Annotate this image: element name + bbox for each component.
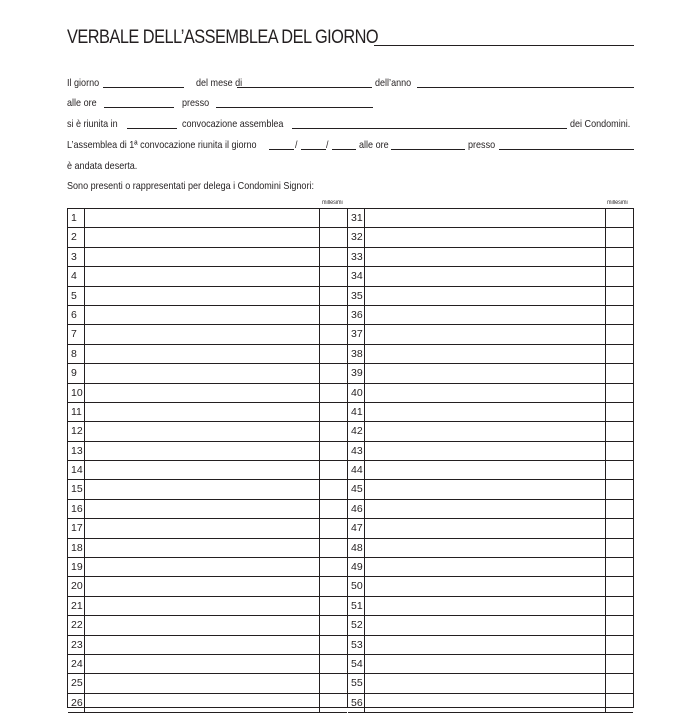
row-number: 18 bbox=[68, 539, 85, 557]
condomino-name-cell[interactable] bbox=[365, 539, 604, 557]
condomino-name-cell[interactable] bbox=[365, 519, 604, 537]
millesimi-cell[interactable] bbox=[319, 345, 347, 363]
millesimi-cell[interactable] bbox=[319, 325, 347, 343]
millesimi-cell[interactable] bbox=[319, 500, 347, 518]
condomino-name-cell[interactable] bbox=[85, 674, 319, 692]
row-number: 56 bbox=[348, 694, 365, 712]
date-line bbox=[67, 76, 634, 90]
table-row bbox=[68, 248, 347, 267]
condomino-name-cell[interactable] bbox=[85, 345, 319, 363]
millesimi-cell[interactable] bbox=[605, 500, 633, 518]
millesimi-cell[interactable] bbox=[319, 403, 347, 421]
millesimi-cell[interactable] bbox=[605, 539, 633, 557]
row-number: 51 bbox=[348, 597, 365, 615]
attendees-intro-text: Sono presenti o rappresentati per delega i Condomini Signori: bbox=[67, 180, 314, 192]
condomino-name-cell[interactable] bbox=[85, 616, 319, 634]
condomino-name-cell[interactable] bbox=[365, 480, 604, 498]
row-number: 20 bbox=[68, 577, 85, 595]
millesimi-cell[interactable] bbox=[319, 539, 347, 557]
condomino-name-cell[interactable] bbox=[365, 422, 604, 440]
first-conv-time-field[interactable] bbox=[391, 149, 465, 150]
deserted-line bbox=[67, 159, 634, 173]
millesimi-cell[interactable] bbox=[605, 616, 633, 634]
condomino-name-cell[interactable] bbox=[85, 442, 319, 460]
deserted-text: è andata deserta. bbox=[67, 160, 138, 172]
millesimi-cell[interactable] bbox=[605, 694, 633, 712]
millesimi-cell[interactable] bbox=[319, 519, 347, 537]
condomino-name-cell[interactable] bbox=[365, 325, 604, 343]
row-number: 49 bbox=[348, 558, 365, 576]
millesimi-cell[interactable] bbox=[605, 519, 633, 537]
row-number: 15 bbox=[68, 480, 85, 498]
millesimi-cell[interactable] bbox=[319, 694, 347, 712]
row-number: 41 bbox=[348, 403, 365, 421]
table-row bbox=[348, 209, 633, 228]
row-number: 7 bbox=[68, 325, 85, 343]
condomino-name-cell[interactable] bbox=[85, 248, 319, 266]
row-number: 32 bbox=[348, 228, 365, 246]
condomino-name-cell[interactable] bbox=[365, 209, 604, 227]
first-convocation-line bbox=[67, 138, 634, 152]
row-number: 5 bbox=[68, 287, 85, 305]
table-row bbox=[348, 694, 633, 713]
millesimi-header-left: millesimi bbox=[322, 200, 343, 206]
first-conv-year-field[interactable] bbox=[332, 149, 356, 150]
row-number: 16 bbox=[68, 500, 85, 518]
day-field[interactable] bbox=[103, 87, 184, 88]
row-number: 35 bbox=[348, 287, 365, 305]
row-number: 21 bbox=[68, 597, 85, 615]
label-dell-anno: dell’anno bbox=[375, 77, 412, 89]
condomino-name-cell[interactable] bbox=[365, 694, 604, 712]
table-row bbox=[348, 287, 633, 306]
row-number: 47 bbox=[348, 519, 365, 537]
table-row bbox=[348, 597, 633, 616]
millesimi-cell[interactable] bbox=[319, 422, 347, 440]
table-row bbox=[348, 442, 633, 461]
assembly-type-field[interactable] bbox=[292, 128, 567, 129]
place-field[interactable] bbox=[216, 107, 373, 108]
table-row bbox=[348, 384, 633, 403]
condomino-name-cell[interactable] bbox=[365, 674, 604, 692]
table-row bbox=[68, 577, 347, 596]
millesimi-cell[interactable] bbox=[605, 248, 633, 266]
row-number: 40 bbox=[348, 384, 365, 402]
millesimi-cell[interactable] bbox=[319, 306, 347, 324]
table-row bbox=[348, 674, 633, 693]
attendees-table-right bbox=[348, 208, 634, 708]
table-row bbox=[68, 422, 347, 441]
condomino-name-cell[interactable] bbox=[365, 248, 604, 266]
row-number: 43 bbox=[348, 442, 365, 460]
condomino-name-cell[interactable] bbox=[365, 306, 604, 324]
table-row bbox=[68, 461, 347, 480]
date-fill-line[interactable] bbox=[374, 45, 634, 46]
condomino-name-cell[interactable] bbox=[85, 422, 319, 440]
table-row bbox=[68, 442, 347, 461]
row-number: 36 bbox=[348, 306, 365, 324]
row-number: 53 bbox=[348, 636, 365, 654]
millesimi-cell[interactable] bbox=[319, 597, 347, 615]
row-number: 2 bbox=[68, 228, 85, 246]
condomino-name-cell[interactable] bbox=[365, 500, 604, 518]
label-presso: presso bbox=[468, 139, 496, 151]
millesimi-cell[interactable] bbox=[319, 674, 347, 692]
row-number: 37 bbox=[348, 325, 365, 343]
condomino-name-cell[interactable] bbox=[85, 325, 319, 343]
time-place-line bbox=[67, 96, 634, 110]
table-row bbox=[348, 616, 633, 635]
table-row bbox=[68, 228, 347, 247]
millesimi-cell[interactable] bbox=[605, 461, 633, 479]
table-row bbox=[348, 636, 633, 655]
first-conv-day-field[interactable] bbox=[269, 149, 294, 150]
condomino-name-cell[interactable] bbox=[365, 442, 604, 460]
row-number: 3 bbox=[68, 248, 85, 266]
table-row bbox=[68, 325, 347, 344]
millesimi-cell[interactable] bbox=[605, 325, 633, 343]
condomino-name-cell[interactable] bbox=[85, 228, 319, 246]
condomino-name-cell[interactable] bbox=[365, 364, 604, 382]
condomino-name-cell[interactable] bbox=[85, 461, 319, 479]
condomino-name-cell[interactable] bbox=[365, 287, 604, 305]
millesimi-cell[interactable] bbox=[605, 577, 633, 595]
condomino-name-cell[interactable] bbox=[365, 267, 604, 285]
condomino-name-cell[interactable] bbox=[85, 209, 319, 227]
millesimi-cell[interactable] bbox=[605, 287, 633, 305]
label-del-mese-di: del mese di bbox=[196, 77, 243, 89]
table-row bbox=[348, 519, 633, 538]
table-row bbox=[68, 384, 347, 403]
millesimi-cell[interactable] bbox=[319, 616, 347, 634]
table-row bbox=[68, 403, 347, 422]
first-conv-month-field[interactable] bbox=[301, 149, 326, 150]
row-number: 48 bbox=[348, 539, 365, 557]
millesimi-cell[interactable] bbox=[605, 674, 633, 692]
table-row bbox=[348, 345, 633, 364]
table-row bbox=[348, 306, 633, 325]
table-row bbox=[68, 287, 347, 306]
millesimi-cell[interactable] bbox=[605, 636, 633, 654]
table-row bbox=[348, 403, 633, 422]
millesimi-cell[interactable] bbox=[319, 228, 347, 246]
millesimi-cell[interactable] bbox=[319, 364, 347, 382]
millesimi-cell[interactable] bbox=[605, 228, 633, 246]
millesimi-cell[interactable] bbox=[605, 422, 633, 440]
condomino-name-cell[interactable] bbox=[365, 597, 604, 615]
row-number: 52 bbox=[348, 616, 365, 634]
condomino-name-cell[interactable] bbox=[85, 287, 319, 305]
condomino-name-cell[interactable] bbox=[85, 694, 319, 712]
row-number: 11 bbox=[68, 403, 85, 421]
row-number: 42 bbox=[348, 422, 365, 440]
table-row bbox=[68, 500, 347, 519]
slash-separator: / bbox=[326, 139, 329, 151]
table-row bbox=[68, 267, 347, 286]
millesimi-cell[interactable] bbox=[605, 209, 633, 227]
row-number: 17 bbox=[68, 519, 85, 537]
first-conv-place-field[interactable] bbox=[499, 149, 634, 150]
row-number: 22 bbox=[68, 616, 85, 634]
title-row bbox=[67, 28, 634, 48]
row-number: 54 bbox=[348, 655, 365, 673]
millesimi-cell[interactable] bbox=[319, 442, 347, 460]
millesimi-cell[interactable] bbox=[319, 636, 347, 654]
document-title: VERBALE DELL’ASSEMBLEA DEL GIORNO bbox=[67, 27, 379, 48]
millesimi-cell[interactable] bbox=[605, 655, 633, 673]
label-dei-condomini: dei Condomini. bbox=[570, 118, 631, 130]
row-number: 10 bbox=[68, 384, 85, 402]
table-row bbox=[68, 345, 347, 364]
millesimi-cell[interactable] bbox=[605, 442, 633, 460]
table-row bbox=[348, 267, 633, 286]
row-number: 8 bbox=[68, 345, 85, 363]
condomino-name-cell[interactable] bbox=[85, 558, 319, 576]
row-number: 26 bbox=[68, 694, 85, 712]
row-number: 1 bbox=[68, 209, 85, 227]
millesimi-cell[interactable] bbox=[605, 364, 633, 382]
row-number: 38 bbox=[348, 345, 365, 363]
table-row bbox=[348, 228, 633, 247]
table-row bbox=[348, 480, 633, 499]
row-number: 39 bbox=[348, 364, 365, 382]
millesimi-cell[interactable] bbox=[319, 461, 347, 479]
time-field[interactable] bbox=[104, 107, 174, 108]
table-row bbox=[348, 422, 633, 441]
condomino-name-cell[interactable] bbox=[365, 461, 604, 479]
millesimi-cell[interactable] bbox=[605, 306, 633, 324]
attendees-table-left bbox=[67, 208, 348, 708]
condomino-name-cell[interactable] bbox=[85, 655, 319, 673]
condomino-name-cell[interactable] bbox=[85, 500, 319, 518]
condomino-name-cell[interactable] bbox=[85, 636, 319, 654]
table-row bbox=[68, 364, 347, 383]
condomino-name-cell[interactable] bbox=[85, 597, 319, 615]
label-convocazione-assemblea: convocazione assemblea bbox=[182, 118, 284, 130]
label-alle-ore: alle ore bbox=[359, 139, 389, 151]
millesimi-header-right: millesimi bbox=[607, 200, 628, 206]
row-number: 46 bbox=[348, 500, 365, 518]
millesimi-cell[interactable] bbox=[319, 577, 347, 595]
condomino-name-cell[interactable] bbox=[365, 403, 604, 421]
label-si-e-riunita-in: si è riunita in bbox=[67, 118, 118, 130]
millesimi-cell[interactable] bbox=[319, 248, 347, 266]
condomino-name-cell[interactable] bbox=[365, 558, 604, 576]
table-row bbox=[68, 655, 347, 674]
condomino-name-cell[interactable] bbox=[85, 539, 319, 557]
row-number: 9 bbox=[68, 364, 85, 382]
table-row bbox=[68, 636, 347, 655]
millesimi-cell[interactable] bbox=[605, 597, 633, 615]
millesimi-cell[interactable] bbox=[319, 384, 347, 402]
condomino-name-cell[interactable] bbox=[85, 384, 319, 402]
millesimi-cell[interactable] bbox=[319, 267, 347, 285]
condomino-name-cell[interactable] bbox=[85, 306, 319, 324]
row-number: 4 bbox=[68, 267, 85, 285]
millesimi-cell[interactable] bbox=[605, 267, 633, 285]
condomino-name-cell[interactable] bbox=[365, 345, 604, 363]
table-row bbox=[68, 519, 347, 538]
condomino-name-cell[interactable] bbox=[365, 636, 604, 654]
table-row bbox=[68, 209, 347, 228]
row-number: 44 bbox=[348, 461, 365, 479]
table-row bbox=[348, 558, 633, 577]
row-number: 24 bbox=[68, 655, 85, 673]
row-number: 13 bbox=[68, 442, 85, 460]
row-number: 55 bbox=[348, 674, 365, 692]
row-number: 23 bbox=[68, 636, 85, 654]
millesimi-cell[interactable] bbox=[605, 403, 633, 421]
millesimi-cell[interactable] bbox=[605, 384, 633, 402]
label-assemblea-prima-convocazione: L’assemblea di 1ª convocazione riunita il giorno bbox=[67, 139, 257, 151]
row-number: 50 bbox=[348, 577, 365, 595]
label-presso: presso bbox=[182, 97, 210, 109]
table-row bbox=[68, 674, 347, 693]
table-row bbox=[68, 558, 347, 577]
row-number: 14 bbox=[68, 461, 85, 479]
table-row bbox=[348, 364, 633, 383]
millesimi-cell[interactable] bbox=[319, 209, 347, 227]
millesimi-cell[interactable] bbox=[319, 480, 347, 498]
table-row bbox=[348, 325, 633, 344]
row-number: 19 bbox=[68, 558, 85, 576]
row-number: 45 bbox=[348, 480, 365, 498]
condomino-name-cell[interactable] bbox=[85, 403, 319, 421]
row-number: 12 bbox=[68, 422, 85, 440]
condomino-name-cell[interactable] bbox=[365, 577, 604, 595]
row-number: 34 bbox=[348, 267, 365, 285]
slash-separator: / bbox=[295, 139, 298, 151]
table-row bbox=[68, 480, 347, 499]
millesimi-cell[interactable] bbox=[605, 345, 633, 363]
condomino-name-cell[interactable] bbox=[365, 384, 604, 402]
row-number: 6 bbox=[68, 306, 85, 324]
millesimi-cell[interactable] bbox=[319, 287, 347, 305]
table-row bbox=[68, 616, 347, 635]
label-il-giorno: Il giorno bbox=[67, 77, 100, 89]
millesimi-cell[interactable] bbox=[319, 558, 347, 576]
condomino-name-cell[interactable] bbox=[365, 228, 604, 246]
table-row bbox=[348, 461, 633, 480]
table-row bbox=[68, 694, 347, 713]
table-row bbox=[348, 655, 633, 674]
table-row bbox=[68, 539, 347, 558]
condomino-name-cell[interactable] bbox=[85, 577, 319, 595]
table-row bbox=[348, 500, 633, 519]
convocation-number-field[interactable] bbox=[127, 128, 177, 129]
table-row bbox=[348, 577, 633, 596]
millesimi-cell[interactable] bbox=[605, 558, 633, 576]
condomino-name-cell[interactable] bbox=[85, 267, 319, 285]
condomino-name-cell[interactable] bbox=[365, 655, 604, 673]
attendees-intro-line bbox=[67, 179, 634, 193]
month-field[interactable] bbox=[237, 87, 372, 88]
table-row bbox=[68, 597, 347, 616]
label-alle-ore: alle ore bbox=[67, 97, 97, 109]
row-number: 25 bbox=[68, 674, 85, 692]
table-row bbox=[348, 539, 633, 558]
condomino-name-cell[interactable] bbox=[85, 519, 319, 537]
year-field[interactable] bbox=[417, 87, 634, 88]
table-row bbox=[348, 248, 633, 267]
convocation-line bbox=[67, 117, 634, 131]
row-number: 31 bbox=[348, 209, 365, 227]
millesimi-cell[interactable] bbox=[605, 480, 633, 498]
table-row bbox=[68, 306, 347, 325]
millesimi-cell[interactable] bbox=[319, 655, 347, 673]
condomino-name-cell[interactable] bbox=[85, 480, 319, 498]
condomino-name-cell[interactable] bbox=[365, 616, 604, 634]
row-number: 33 bbox=[348, 248, 365, 266]
condomino-name-cell[interactable] bbox=[85, 364, 319, 382]
